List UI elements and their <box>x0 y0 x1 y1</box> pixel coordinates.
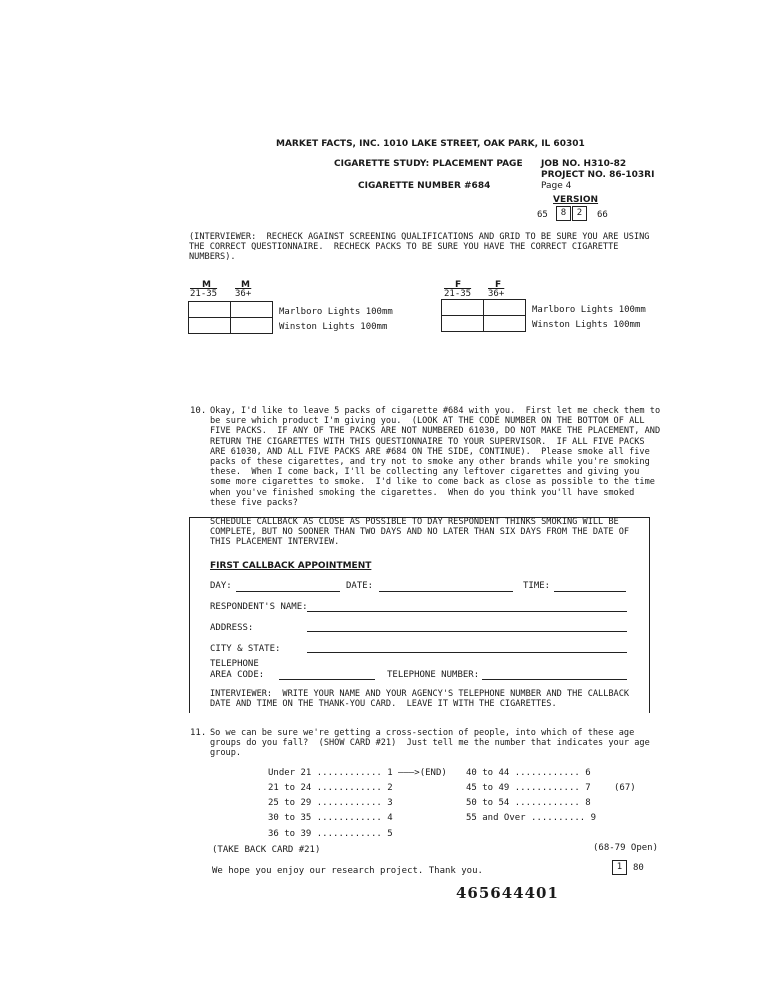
male-cell-winston-36plus[interactable] <box>230 317 273 334</box>
open-columns-note: (68-79 Open) <box>593 843 659 853</box>
female-brand-marlboro: Marlboro Lights 100mm <box>532 305 646 315</box>
column-code-67: (67) <box>614 783 636 793</box>
age-option-4[interactable]: 30 to 35 ............ 4 <box>268 813 393 823</box>
company-address: MARKET FACTS, INC. 1010 LAKE STREET, OAK PARK, IL 60301 <box>276 139 585 149</box>
time-field[interactable] <box>554 591 626 592</box>
female-cell-marlboro-21-35[interactable] <box>441 299 484 316</box>
male-col1-age: 21-35 <box>190 289 218 299</box>
age-option-3[interactable]: 25 to 29 ............ 3 <box>268 798 393 808</box>
closing-thank-you: We hope you enjoy our research project. Thank you. <box>212 866 483 876</box>
day-field[interactable] <box>236 591 340 592</box>
female-grid <box>442 300 526 332</box>
respondent-name-label: RESPONDENT'S NAME: <box>210 602 308 612</box>
date-label: DATE: <box>346 581 374 591</box>
job-number: JOB NO. H310-82 <box>541 159 627 169</box>
card-column-80: 80 <box>633 863 644 873</box>
male-col1-gender: M <box>202 280 211 290</box>
study-title: CIGARETTE STUDY: PLACEMENT PAGE <box>334 159 523 169</box>
respondent-name-field[interactable] <box>307 611 627 612</box>
male-brand-winston: Winston Lights 100mm <box>279 322 388 332</box>
q10-text: Okay, I'd like to leave 5 packs of cigarette #684 with you. First let me check them to be sure which product I'm giving you. (LOOK AT THE CODE NUMBER ON THE BOTTOM OF ALL FIVE PACKS. IF ANY OF THE PACKS ARE NOT NUMBERED 61030, DO NOT MAKE THE PLACEMENT, AND RETURN THE CIGARETTES WITH THIS QUESTIONNAIRE TO YOUR SUPERVISOR. IF ALL FIVE PACKS ARE 61030, AND ALL FIVE PACKS ARE #684 ON THE SIDE, CONTINUE). Please smoke all five packs of these cigarettes, and try not to smoke any other brands while you're smoking these. When I come back, I'll be collecting any leftover cigarettes and giving you some more cigarettes to smoke. I'd like to come back as close as possible to the time when you've finished smoking the cigarettes. When do you think you'll have smoked these five packs? <box>210 406 661 508</box>
age-option-7[interactable]: 45 to 49 ............ 7 <box>466 783 591 793</box>
male-brand-marlboro: Marlboro Lights 100mm <box>279 307 393 317</box>
day-label: DAY: <box>210 581 232 591</box>
date-field[interactable] <box>379 591 513 592</box>
male-cell-winston-21-35[interactable] <box>188 317 231 334</box>
female-col2-age: 36+ <box>488 289 505 299</box>
version-left-col: 65 <box>537 210 548 220</box>
city-state-label: CITY & STATE: <box>210 644 281 654</box>
female-col2-gender: F <box>495 280 502 290</box>
address-field[interactable] <box>307 631 627 632</box>
q11-text: So we can be sure we're getting a cross-section of people, into which of these age groups do you fall? (SHOW CARD #21) Just tell me the number that indicates your age group. <box>210 728 650 759</box>
female-cell-winston-21-35[interactable] <box>441 315 484 332</box>
card-code-box: 1 <box>612 860 627 875</box>
q10-number: 10. <box>190 406 207 416</box>
age-option-5[interactable]: 36 to 39 ............ 5 <box>268 829 393 839</box>
take-back-card: (TAKE BACK CARD #21) <box>212 845 321 855</box>
telephone-label: TELEPHONE <box>210 659 259 669</box>
document-id: 465644401 <box>456 884 559 902</box>
version-right-col: 66 <box>597 210 608 220</box>
version-box-2: 2 <box>572 206 587 221</box>
telephone-number-label: TELEPHONE NUMBER: <box>387 670 480 680</box>
female-cell-winston-36plus[interactable] <box>483 315 526 332</box>
age-option-6[interactable]: 40 to 44 ............ 6 <box>466 768 591 778</box>
time-label: TIME: <box>523 581 551 591</box>
page-number: Page 4 <box>541 181 572 191</box>
male-col2-age: 36+ <box>235 289 252 299</box>
version-box-1: 8 <box>556 206 571 221</box>
callback-interviewer-footer: INTERVIEWER: WRITE YOUR NAME AND YOUR AGENCY'S TELEPHONE NUMBER AND THE CALLBACK DATE AND TIME ON THE THANK-YOU CARD. LEAVE IT WITH THE CIGARETTES. <box>210 689 630 710</box>
city-state-field[interactable] <box>307 652 627 653</box>
callback-instructions: SCHEDULE CALLBACK AS CLOSE AS POSSIBLE TO DAY RESPONDENT THINKS SMOKING WILL BE COMPLETE, BUT NO SOONER THAN TWO DAYS AND NO LATER THAN SIX DAYS FROM THE DATE OF THIS PLACEMENT INTERVIEW. <box>210 517 630 548</box>
address-label: ADDRESS: <box>210 623 254 633</box>
age-option-2[interactable]: 21 to 24 ............ 2 <box>268 783 393 793</box>
age-option-9[interactable]: 55 and Over .......... 9 <box>466 813 597 823</box>
age-option-1[interactable]: Under 21 ............ 1 ———>(END) <box>268 768 447 778</box>
female-cell-marlboro-36plus[interactable] <box>483 299 526 316</box>
cigarette-number: CIGARETTE NUMBER #684 <box>358 181 491 191</box>
age-option-8[interactable]: 50 to 54 ............ 8 <box>466 798 591 808</box>
q11-number: 11. <box>190 728 207 738</box>
version-label: VERSION <box>553 195 599 205</box>
male-cell-marlboro-36plus[interactable] <box>230 301 273 318</box>
female-brand-winston: Winston Lights 100mm <box>532 320 641 330</box>
project-number: PROJECT NO. 86-103RI <box>541 170 655 180</box>
telephone-number-field[interactable] <box>482 679 627 680</box>
female-col1-age: 21-35 <box>444 289 472 299</box>
male-col2-gender: M <box>241 280 250 290</box>
callback-title: FIRST CALLBACK APPOINTMENT <box>210 561 372 571</box>
area-code-label: AREA CODE: <box>210 670 265 680</box>
male-grid <box>189 302 273 334</box>
female-col1-gender: F <box>455 280 462 290</box>
male-cell-marlboro-21-35[interactable] <box>188 301 231 318</box>
interviewer-note: (INTERVIEWER: RECHECK AGAINST SCREENING QUALIFICATIONS AND GRID TO BE SURE YOU ARE USING THE CORRECT QUESTIONNAIRE. RECHECK PACKS TO BE SURE YOU HAVE THE CORRECT CIGARETTE NUMBERS). <box>189 232 650 263</box>
area-code-field[interactable] <box>279 679 375 680</box>
